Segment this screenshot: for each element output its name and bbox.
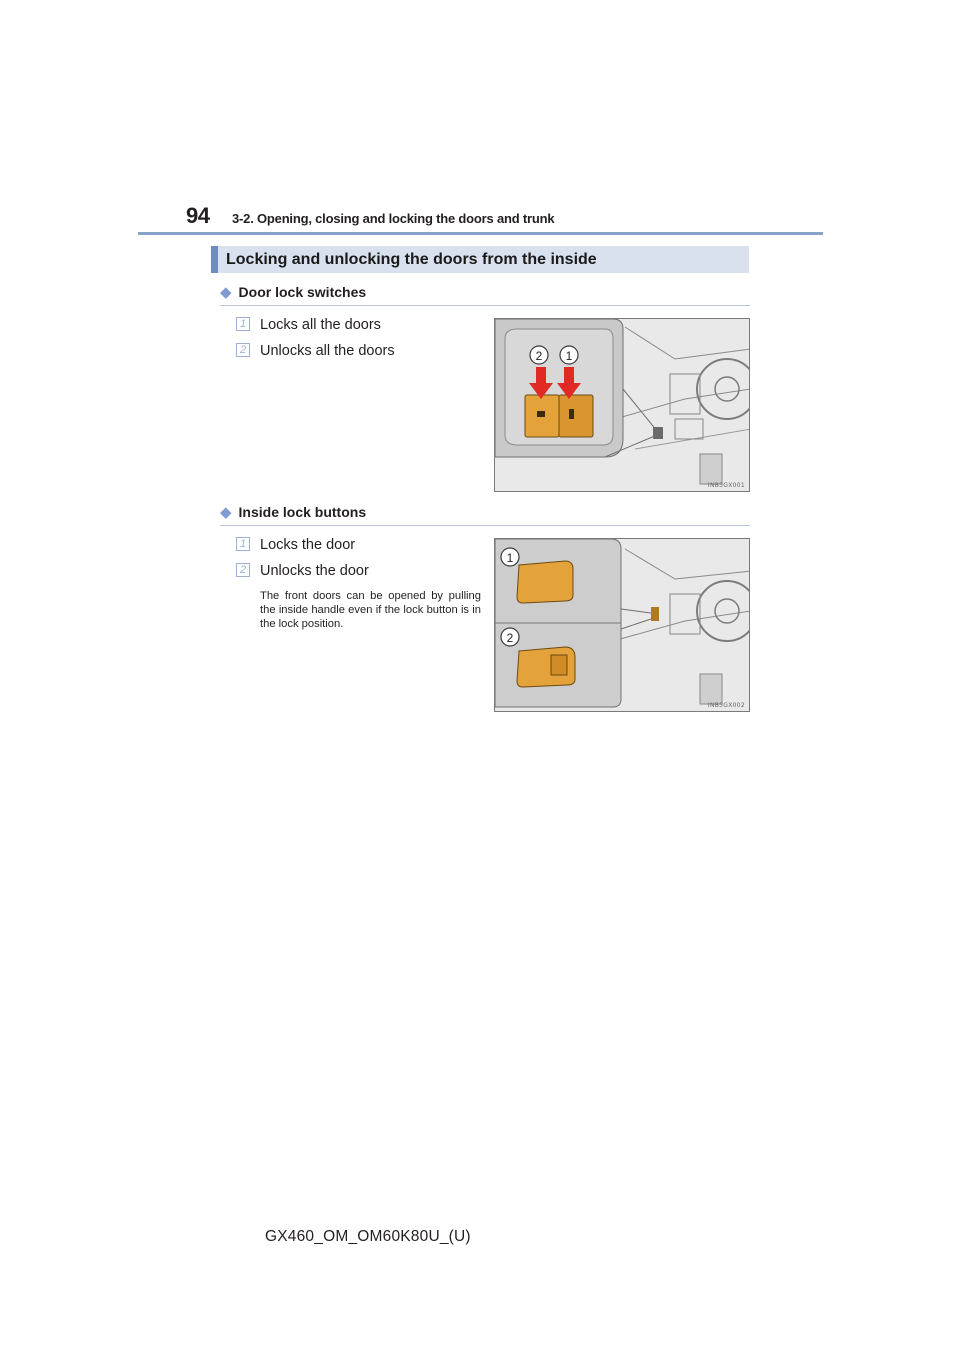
inside-lock-button-illustration <box>494 538 750 712</box>
figure-callout-label: 2 <box>535 349 543 363</box>
subsection-title-text: Inside lock buttons <box>238 504 367 520</box>
diamond-bullet-icon: ◆ <box>220 284 232 301</box>
header-rule <box>138 232 823 235</box>
door-lock-switch-illustration <box>494 318 750 492</box>
subsection-inside-lock-buttons <box>220 501 750 526</box>
step-text: Locks the door <box>260 537 356 553</box>
step-number: 1 <box>236 537 250 551</box>
step-number: 2 <box>236 343 250 357</box>
figure-callout <box>501 548 519 566</box>
figure-callout-label: 1 <box>506 551 514 565</box>
chapter-title: 3-2. Opening, closing and locking the doors and trunk <box>232 211 555 226</box>
step-number: 1 <box>236 317 250 331</box>
step-text: Unlocks all the doors <box>260 343 395 359</box>
note-text: The front doors can be opened by pulling the inside handle even if the lock button is in the lock position. <box>260 590 481 630</box>
subsection-title-text: Door lock switches <box>238 284 367 300</box>
subsection-door-lock-switches <box>220 281 750 306</box>
diamond-bullet-icon: ◆ <box>220 504 232 521</box>
figure-callout <box>560 346 578 364</box>
figure-callout <box>501 628 519 646</box>
section-heading: Locking and unlocking the doors from the inside <box>211 246 749 273</box>
figure-callout-label: 2 <box>506 631 514 645</box>
page-number: 94 <box>186 203 210 228</box>
document-id: GX460_OM_OM60K80U_(U) <box>265 1228 471 1245</box>
step-text: Locks all the doors <box>260 317 381 333</box>
figure-code: INB3GX001 <box>707 482 745 489</box>
subsection-title <box>220 501 750 526</box>
step-text: Unlocks the door <box>260 563 369 579</box>
step-number: 2 <box>236 563 250 577</box>
subsection-title <box>220 281 750 306</box>
figure-callout <box>530 346 548 364</box>
figure-code: INB3GX002 <box>707 702 745 709</box>
figure-callout-label: 1 <box>565 349 573 363</box>
